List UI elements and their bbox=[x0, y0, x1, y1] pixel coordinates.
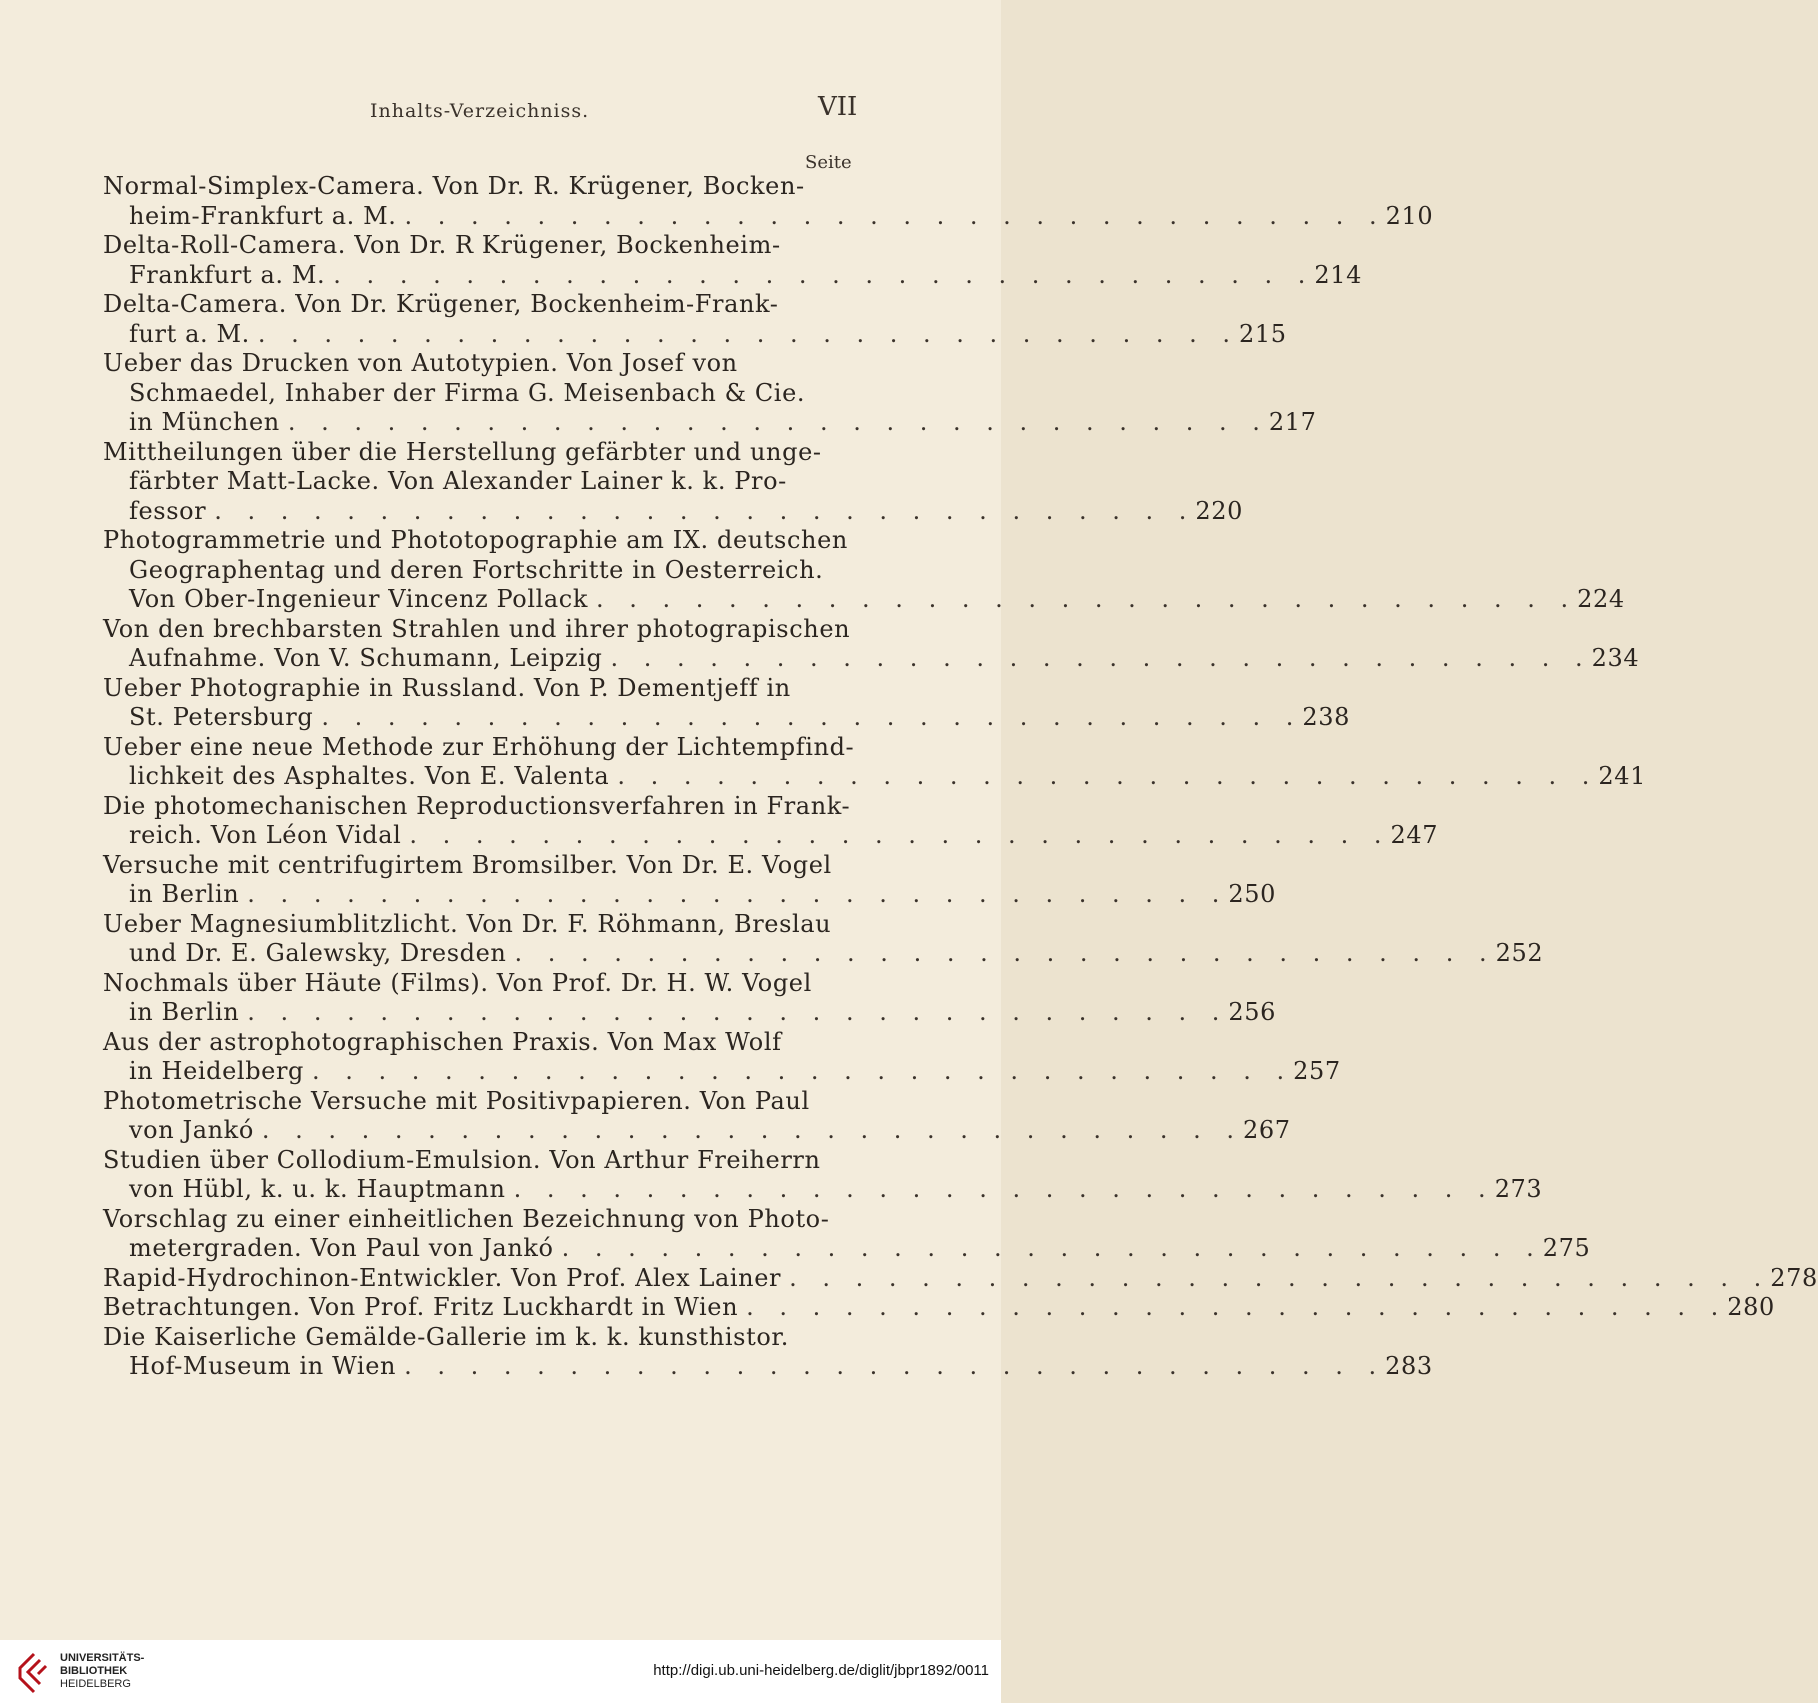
toc-entry-text: Studien über Collodium-Emulsion. Von Arthur Freiherrn bbox=[103, 1145, 821, 1174]
toc-page-number: 273 bbox=[1494, 1175, 1543, 1203]
toc-entry-line bbox=[103, 379, 861, 409]
toc-entry-text: Ueber eine neue Methode zur Erhöhung der Lichtempfind- bbox=[103, 732, 855, 761]
institution-line: UNIVERSITÄTS- bbox=[60, 1652, 145, 1664]
toc-entry-line bbox=[103, 1116, 1291, 1146]
toc-entry-text: Photometrische Versuche mit Positivpapieren. Von Paul bbox=[103, 1086, 810, 1115]
toc-entry-text: in Heidelberg bbox=[129, 1057, 305, 1085]
dot-leader: . . . . . . . . . . . . . . . . . . . . . . . . . . . . . . bbox=[561, 1234, 1543, 1262]
toc-page-number: 241 bbox=[1598, 762, 1647, 790]
dot-leader: . . . . . . . . . . . . . . . . . . . . . . . . . . . . . . bbox=[247, 880, 1229, 908]
toc-page-number: 220 bbox=[1195, 496, 1243, 525]
toc-entry-text: Betrachtungen. Von Prof. Fritz Luckhardt in Wien bbox=[103, 1293, 739, 1321]
toc-entry-line bbox=[103, 496, 1243, 527]
toc-entry bbox=[103, 1145, 1543, 1205]
toc-page-number: 215 bbox=[1238, 319, 1287, 348]
toc-page-number: 275 bbox=[1542, 1234, 1591, 1262]
toc-entry-text: Die photomechanischen Reproductionsverfahren in Frank- bbox=[103, 791, 851, 820]
dot-leader: . . . . . . . . . . . . . . . . . . . . . . . . . . . . . . bbox=[513, 1175, 1495, 1203]
toc-page-number: 238 bbox=[1302, 703, 1351, 731]
dot-leader: . . . . . . . . . . . . . . . . . . . . . . . . . . . . . . bbox=[595, 585, 1578, 613]
toc-entry bbox=[103, 614, 1640, 674]
toc-entry-line bbox=[103, 408, 1317, 438]
page-column-label: Seite bbox=[805, 152, 852, 173]
toc-entry bbox=[103, 1293, 1775, 1323]
toc-entry-line bbox=[103, 526, 861, 556]
toc-entry-line bbox=[103, 1293, 1775, 1323]
dot-leader: . . . . . . . . . . . . . . . . . . . . . . . . . . . . . . bbox=[214, 496, 1196, 525]
toc-entry-text: heim-Frankfurt a. M. bbox=[129, 201, 397, 230]
dot-leader: . . . . . . . . . . . . . . . . . . . . . . . . . . . . . . bbox=[257, 319, 1239, 348]
toc-entry-text: Schmaedel, Inhaber der Firma G. Meisenbach & Cie. bbox=[129, 378, 806, 407]
toc-entry bbox=[103, 1322, 1433, 1382]
toc-page-number: 247 bbox=[1390, 821, 1439, 849]
toc-page-number: 283 bbox=[1385, 1352, 1433, 1380]
page-number: VII bbox=[818, 92, 858, 122]
toc-entry-line bbox=[103, 1263, 1818, 1294]
toc-entry-line bbox=[103, 319, 1287, 350]
toc-entry-line bbox=[103, 1057, 1341, 1087]
toc-entry-line bbox=[103, 1205, 861, 1235]
toc-entry-line bbox=[103, 1146, 861, 1176]
toc-entry-line bbox=[103, 1175, 1543, 1205]
toc-entry bbox=[103, 349, 1317, 438]
toc-entry-text: fessor bbox=[129, 496, 207, 525]
toc-entry-line bbox=[103, 910, 861, 940]
toc-entry bbox=[103, 791, 1439, 851]
toc-entry-line bbox=[103, 939, 1544, 969]
toc-entry-text: Von Ober-Ingenieur Vincenz Pollack bbox=[129, 585, 588, 613]
toc-entry-line bbox=[103, 880, 1277, 910]
toc-entry-line bbox=[103, 260, 1363, 291]
toc-entry bbox=[103, 968, 1277, 1028]
toc-entry-text: Normal-Simplex-Camera. Von Dr. R. Krügener, Bocken- bbox=[103, 172, 805, 200]
toc-entry-text: Rapid-Hydrochinon-Entwickler. Von Prof. Alex Lainer bbox=[103, 1263, 782, 1292]
dot-leader: . . . . . . . . . . . . . . . . . . . . . . . . . . . . . . bbox=[404, 201, 1386, 230]
toc-entry-text: Versuche mit centrifugirtem Bromsilber. Von Dr. E. Vogel bbox=[103, 850, 832, 879]
toc-page-number: 217 bbox=[1268, 408, 1317, 436]
toc-entry bbox=[103, 1204, 1591, 1264]
toc-entry-line bbox=[103, 851, 861, 881]
toc-entry bbox=[103, 437, 1243, 527]
dot-leader: . . . . . . . . . . . . . . . . . . . . . . . . . . . . . . bbox=[287, 408, 1269, 436]
toc-entry-line bbox=[103, 201, 1434, 232]
dot-leader: . . . . . . . . . . . . . . . . . . . . . . . . . . . . . . bbox=[746, 1293, 1728, 1321]
toc-entry bbox=[103, 673, 1351, 733]
toc-entry-text: Von den brechbarsten Strahlen und ihrer photograpischen bbox=[103, 614, 851, 643]
toc-entry-text: reich. Von Léon Vidal bbox=[129, 821, 402, 849]
toc-entry bbox=[103, 1027, 1341, 1087]
toc-entry-line bbox=[103, 792, 861, 822]
toc-entry-text: in Berlin bbox=[129, 998, 240, 1026]
toc-entry-line bbox=[103, 969, 861, 999]
toc-entry bbox=[103, 909, 1544, 969]
toc-entry-text: in München bbox=[129, 408, 280, 436]
toc-entry bbox=[103, 1263, 1818, 1294]
toc-entry-line bbox=[103, 615, 861, 645]
toc-entry bbox=[103, 850, 1277, 910]
dot-leader: . . . . . . . . . . . . . . . . . . . . . . . . . . . . . . bbox=[409, 821, 1391, 849]
toc-entry-line bbox=[103, 349, 861, 379]
toc-entry-line bbox=[103, 1234, 1591, 1264]
dot-leader: . . . . . . . . . . . . . . . . . . . . . . . . . . . . . . bbox=[333, 260, 1315, 289]
toc-entry-text: Die Kaiserliche Gemälde-Gallerie im k. k. kunsthistor. bbox=[103, 1322, 790, 1351]
toc-entry-line bbox=[103, 231, 861, 261]
dot-leader: . . . . . . . . . . . . . . . . . . . . . . . . . . . . . . bbox=[247, 998, 1229, 1026]
toc-page-number: 257 bbox=[1293, 1057, 1341, 1085]
institution-line: HEIDELBERG bbox=[60, 1678, 131, 1690]
toc-entry-line bbox=[103, 703, 1351, 733]
toc-entry-line bbox=[103, 556, 861, 586]
toc-entry-text: Frankfurt a. M. bbox=[129, 260, 326, 289]
toc-entry-text: Aufnahme. Von V. Schumann, Leipzig bbox=[129, 644, 603, 672]
toc-entry bbox=[103, 526, 1625, 615]
toc-entry-line bbox=[103, 438, 861, 468]
toc-entry-text: Ueber das Drucken von Autotypien. Von Josef von bbox=[103, 349, 738, 377]
dot-leader: . . . . . . . . . . . . . . . . . . . . . . . . . . . . . . bbox=[321, 703, 1303, 731]
toc-entry-line bbox=[103, 172, 861, 202]
institution-line: BIBLIOTHEK bbox=[60, 1665, 128, 1677]
toc-entry bbox=[103, 1086, 1291, 1146]
toc-page-number: 250 bbox=[1228, 880, 1277, 908]
permalink-url[interactable]: http://digi.ub.uni-heidelberg.de/diglit/jbpr1892/0011 bbox=[653, 1662, 989, 1679]
toc-entry-text: Geographentag und deren Fortschritte in Oesterreich. bbox=[129, 555, 824, 584]
toc-entry-text: Delta-Camera. Von Dr. Krügener, Bockenheim-Frank- bbox=[103, 290, 779, 318]
toc-entry-line bbox=[103, 674, 861, 704]
toc-page-number: 252 bbox=[1495, 939, 1544, 967]
toc-entry-text: Vorschlag zu einer einheitlichen Bezeichnung von Photo- bbox=[103, 1204, 830, 1233]
dot-leader: . . . . . . . . . . . . . . . . . . . . . . . . . . . . . . bbox=[312, 1057, 1294, 1085]
dot-leader: . . . . . . . . . . . . . . . . . . . . . . . . . . . . . . bbox=[404, 1352, 1386, 1380]
toc-page-number: 280 bbox=[1727, 1293, 1775, 1321]
dot-leader: . . . . . . . . . . . . . . . . . . . . . . . . . . . . . . bbox=[789, 1263, 1771, 1292]
toc-entry-text: in Berlin bbox=[129, 880, 240, 908]
toc-entry-text: Photogrammetrie und Phototopographie am IX. deutschen bbox=[103, 526, 848, 554]
toc-entry-text: Hof-Museum in Wien bbox=[129, 1352, 397, 1380]
toc-entry bbox=[103, 290, 1287, 349]
toc-entry bbox=[103, 732, 1647, 792]
toc-page-number: 234 bbox=[1591, 644, 1640, 672]
toc-entry-text: Delta-Roll-Camera. Von Dr. R Krügener, Bockenheim- bbox=[103, 231, 781, 259]
toc-entry bbox=[103, 231, 1363, 290]
toc-entry-line bbox=[103, 1028, 861, 1058]
toc-entry-line bbox=[103, 1323, 861, 1353]
toc-entry bbox=[103, 172, 1434, 231]
toc-entry-text: Nochmals über Häute (Films). Von Prof. Dr. H. W. Vogel bbox=[103, 968, 812, 997]
toc-entry-line bbox=[103, 1352, 1433, 1382]
toc-page-number: 214 bbox=[1314, 260, 1363, 289]
toc-page-number: 278 bbox=[1770, 1263, 1818, 1292]
toc-entry-text: und Dr. E. Galewsky, Dresden bbox=[129, 939, 507, 967]
toc-entry-line bbox=[103, 644, 1640, 674]
table-of-contents bbox=[103, 172, 1818, 1382]
dot-leader: . . . . . . . . . . . . . . . . . . . . . . . . . . . . . . bbox=[261, 1116, 1243, 1144]
institution-name bbox=[60, 1652, 144, 1691]
toc-entry-line bbox=[103, 821, 1439, 851]
toc-entry-text: von Jankó bbox=[129, 1116, 254, 1144]
toc-entry-text: Mittheilungen über die Herstellung gefärbter und unge- bbox=[103, 437, 822, 466]
toc-entry-text: furt a. M. bbox=[129, 319, 250, 348]
toc-entry-text: Ueber Magnesiumblitzlicht. Von Dr. F. Röhmann, Breslau bbox=[103, 909, 832, 938]
toc-entry-line bbox=[103, 762, 1647, 792]
toc-page-number: 224 bbox=[1577, 585, 1625, 613]
toc-entry-line bbox=[103, 1087, 861, 1117]
toc-entry-text: Ueber Photographie in Russland. Von P. Dementjeff in bbox=[103, 673, 791, 702]
toc-entry-line bbox=[103, 733, 861, 763]
toc-entry-text: von Hübl, k. u. k. Hauptmann bbox=[129, 1175, 506, 1203]
toc-entry-text: lichkeit des Asphaltes. Von E. Valenta bbox=[129, 762, 610, 790]
toc-entry-text: St. Petersburg bbox=[129, 703, 314, 731]
toc-entry-text: metergraden. Von Paul von Jankó bbox=[129, 1234, 554, 1262]
toc-entry-line bbox=[103, 290, 861, 320]
toc-entry-text: Aus der astrophotographischen Praxis. Von Max Wolf bbox=[103, 1027, 782, 1056]
toc-entry-line bbox=[103, 467, 861, 497]
toc-page-number: 210 bbox=[1385, 201, 1434, 230]
toc-page-number: 256 bbox=[1228, 998, 1277, 1026]
dot-leader: . . . . . . . . . . . . . . . . . . . . . . . . . . . . . . bbox=[610, 644, 1592, 672]
ub-heidelberg-logo-icon[interactable] bbox=[14, 1650, 52, 1696]
toc-entry-line bbox=[103, 585, 1625, 615]
toc-page-number: 267 bbox=[1242, 1116, 1291, 1144]
dot-leader: . . . . . . . . . . . . . . . . . . . . . . . . . . . . . . bbox=[514, 939, 1496, 967]
running-header-title: Inhalts-Verzeichniss. bbox=[370, 100, 590, 122]
dot-leader: . . . . . . . . . . . . . . . . . . . . . . . . . . . . . . bbox=[617, 762, 1599, 790]
toc-entry-text: färbter Matt-Lacke. Von Alexander Lainer k. k. Pro- bbox=[129, 467, 787, 495]
toc-entry-line bbox=[103, 998, 1277, 1028]
